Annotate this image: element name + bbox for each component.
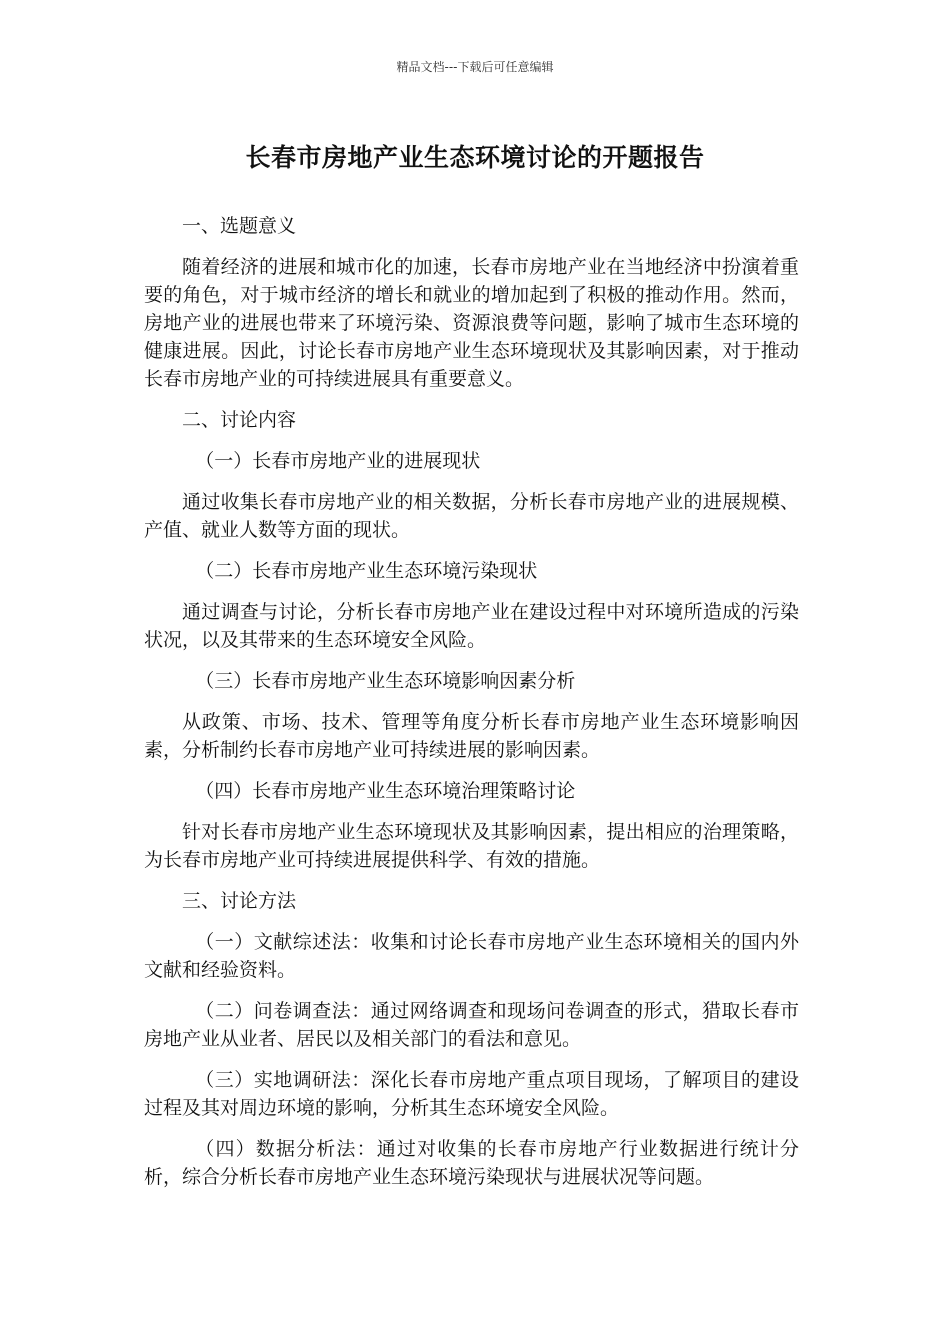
section-heading-significance: 一、选题意义 xyxy=(182,215,297,237)
document-title: 长春市房地产业生态环境讨论的开题报告 xyxy=(245,143,705,172)
method-field-research: （三）实地调研法：深化长春市房地产重点项目现场，了解项目的建设过程及其对周边环境的影响，分析其生态环境安全风险。 xyxy=(144,1069,799,1119)
subheading-governance-strategy: （四）长春市房地产业生态环境治理策略讨论 xyxy=(195,780,576,802)
section-heading-content: 二、讨论内容 xyxy=(182,409,297,431)
method-questionnaire: （二）问卷调查法：通过网络调查和现场问卷调查的形式，猎取长春市房地产业从业者、居民以及相关部门的看法和意见。 xyxy=(144,1000,799,1050)
page-header-note: 精品文档---下载后可任意编辑 xyxy=(396,60,554,74)
method-data-analysis: （四）数据分析法：通过对收集的长春市房地产行业数据进行统计分析，综合分析长春市房地产业生态环境污染现状与进展状况等问题。 xyxy=(144,1138,799,1188)
paragraph-influence-factors: 从政策、市场、技术、管理等角度分析长春市房地产业生态环境影响因素，分析制约长春市房地产业可持续进展的影响因素。 xyxy=(144,711,799,761)
paragraph-development-status: 通过收集长春市房地产业的相关数据，分析长春市房地产业的进展规模、产值、就业人数等方面的现状。 xyxy=(144,491,799,541)
subheading-development-status: （一）长春市房地产业的进展现状 xyxy=(195,450,481,472)
subheading-pollution-status: （二）长春市房地产业生态环境污染现状 xyxy=(195,560,538,582)
paragraph-governance-strategy: 针对长春市房地产业生态环境现状及其影响因素，提出相应的治理策略，为长春市房地产业可持续进展提供科学、有效的措施。 xyxy=(144,821,799,871)
document-body xyxy=(144,212,799,1204)
method-literature-review: （一）文献综述法：收集和讨论长春市房地产业生态环境相关的国内外文献和经验资料。 xyxy=(144,931,799,981)
paragraph-significance: 随着经济的进展和城市化的加速，长春市房地产业在当地经济中扮演着重要的角色，对于城市经济的增长和就业的增加起到了积极的推动作用。然而，房地产业的进展也带来了环境污染、资源浪费等问题，影响了城市生态环境的健康进展。因此，讨论长春市房地产业生态环境现状及其影响因素，对于推动长春市房地产业的可持续进展具有重要意义。 xyxy=(144,256,799,390)
subheading-influence-factors: （三）长春市房地产业生态环境影响因素分析 xyxy=(195,670,576,692)
paragraph-pollution-status: 通过调查与讨论，分析长春市房地产业在建设过程中对环境所造成的污染状况，以及其带来的生态环境安全风险。 xyxy=(144,601,799,651)
section-heading-methods: 三、讨论方法 xyxy=(182,890,297,912)
